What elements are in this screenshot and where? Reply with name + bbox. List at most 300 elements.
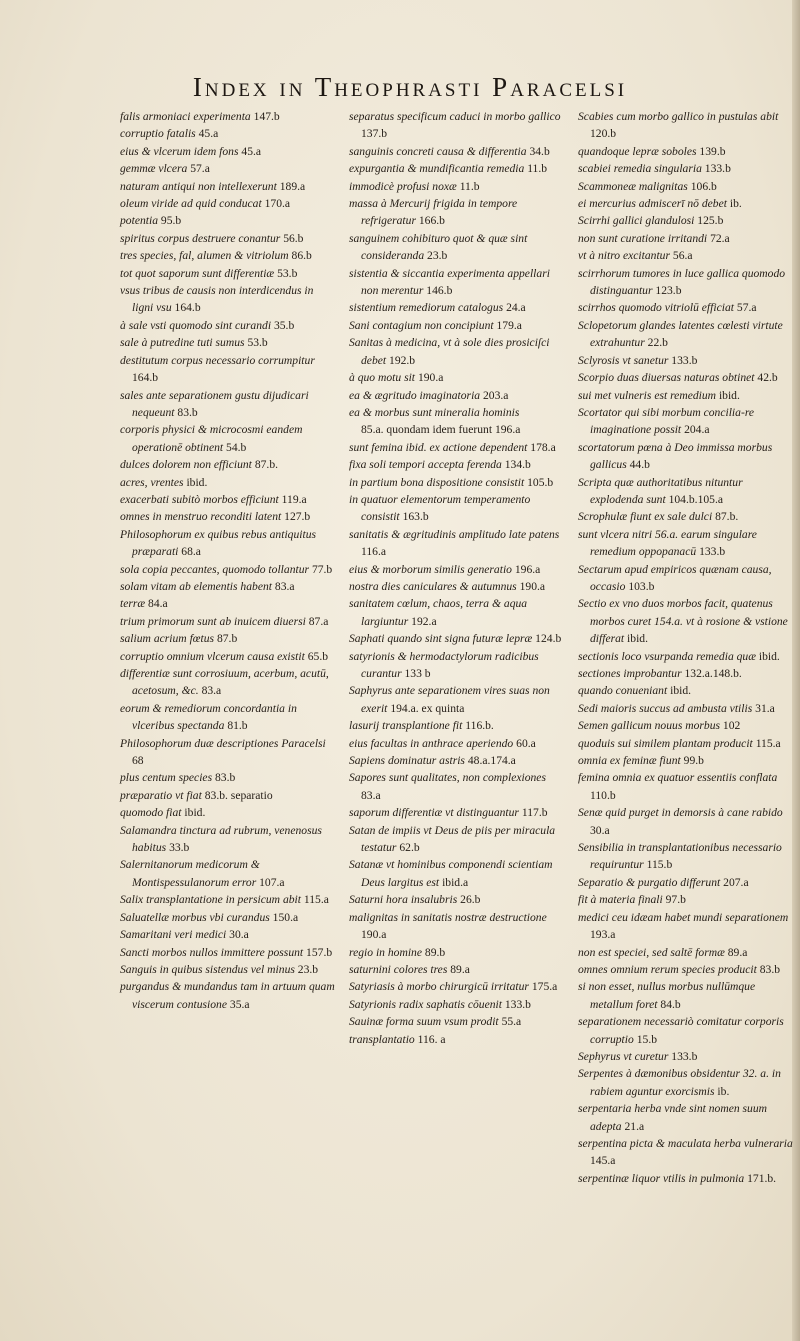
index-entry-text: fit à materia finali	[578, 893, 663, 907]
index-entry-ref: 179.a	[496, 318, 522, 332]
index-entry-text: sistentia & siccantia experimenta appellari non merentur	[349, 266, 550, 298]
index-entry-ref: 97.b	[665, 893, 686, 907]
index-entry-ref: 89.a	[450, 962, 470, 976]
index-entry-text: Sclopetorum glandes latentes cœlesti virtute extrahuntur	[578, 318, 783, 350]
index-entry-ref: ibid.	[718, 388, 740, 402]
index-entry-ref: 45.a	[241, 144, 262, 158]
index-entry	[578, 526, 795, 561]
index-entry	[349, 561, 566, 578]
index-entry	[349, 595, 566, 630]
index-entry-ref: 124.b	[535, 632, 562, 646]
index-entry-text: Philosophorum ex quibus rebus antiquitus præparati	[120, 527, 317, 559]
index-entry-text: naturam antiqui non intellexerunt	[120, 179, 277, 193]
index-entry	[120, 247, 337, 264]
index-entry	[578, 1135, 795, 1170]
index-entry-text: præparatio vt fiat	[120, 788, 202, 802]
index-entry-text: transplantatio	[349, 1032, 415, 1046]
index-entry-text: Sapiens dominatur astris	[349, 754, 465, 768]
index-entry-text: sales ante separationem gustu dijudicari nequeunt	[120, 388, 309, 419]
index-entry-ref: 81.b	[227, 719, 248, 733]
index-entry-ref: 34.b	[529, 144, 550, 158]
index-entry	[349, 456, 566, 473]
index-entry	[120, 648, 337, 665]
index-entry-ref: 95.b	[160, 214, 182, 228]
index-entry-ref: 171.b.	[747, 1171, 777, 1185]
index-entry-text: Separatio & purgatio differunt	[578, 875, 721, 889]
index-entry	[578, 682, 795, 699]
index-entry-text: spiritus corpus destruere conantur	[120, 231, 281, 245]
index-entry	[578, 665, 795, 682]
index-entry-text: Saluatellæ morbus vbi curandus	[120, 910, 270, 924]
index-entry-text: satyrionis & hermodactylorum radicibus curantur	[349, 649, 539, 680]
index-entry-ref: 15.b	[636, 1032, 658, 1046]
index-entry-ref: 204.a	[684, 423, 710, 437]
index-entry-ref: 11.b	[527, 162, 548, 176]
index-entry-ref: 170.a	[264, 197, 291, 211]
index-entry	[578, 143, 795, 160]
index-entry-ref: 105.b	[527, 475, 554, 489]
index-entry-text: Saphati quando sint signa futuræ lepræ	[349, 632, 533, 646]
index-entry	[578, 1100, 795, 1135]
index-entry-text: acres, vrentes	[120, 475, 184, 489]
index-entry-text: nostra dies caniculares & autumnus	[349, 579, 517, 593]
index-entry	[349, 822, 566, 857]
index-entry	[349, 717, 566, 734]
index-entry	[349, 334, 566, 369]
index-entry	[349, 1013, 566, 1030]
index-entry-ref: 116.b.	[465, 719, 494, 733]
index-entry	[578, 1170, 795, 1187]
index-entry	[349, 160, 566, 177]
index-entry-ref: 133.b	[699, 545, 726, 559]
index-entry-text: Philosophorum duæ descriptiones Paracelsi	[120, 736, 326, 750]
index-entry	[578, 909, 795, 944]
index-entry-text: Sensibilia in transplantationibus necessario requiruntur	[578, 841, 782, 872]
index-entry	[120, 700, 337, 735]
index-entry-ref: 56.b	[283, 231, 304, 245]
index-entry-ref: 57.a	[736, 301, 757, 315]
index-entry-text: Sephyrus vt curetur	[578, 1049, 669, 1063]
index-entry-ref: 30.a	[590, 823, 610, 837]
index-entry-ref: 189.a	[279, 179, 306, 193]
index-entry-text: eius & vlcerum idem fons	[120, 144, 239, 158]
index-entry	[349, 944, 566, 961]
index-entry	[120, 178, 337, 195]
index-entry	[120, 508, 337, 525]
index-entry-ref: 134.b	[504, 458, 531, 472]
index-entry-ref: 164.b	[174, 301, 201, 315]
index-entry	[578, 1048, 795, 1065]
index-entry-ref: 45.a	[198, 127, 219, 141]
index-entry-ref: 117.b	[521, 806, 548, 820]
index-entry-text: tot quot saporum sunt differentiæ	[120, 266, 275, 280]
index-entry-ref: 42.b	[757, 371, 778, 385]
index-entry	[120, 595, 337, 612]
index-entry-ref: ibid.	[627, 632, 648, 646]
index-entry-ref: 83.b	[215, 771, 236, 785]
index-entry	[349, 752, 566, 769]
index-entry	[578, 648, 795, 665]
index-entry-text: exacerbati subitò morbos efficiunt	[120, 492, 279, 506]
index-entry-ref: 89.b	[424, 945, 446, 959]
index-entry-ref: 190.a	[417, 371, 444, 385]
index-entry	[349, 195, 566, 230]
index-entry	[578, 160, 795, 177]
index-entry	[349, 526, 566, 561]
index-entry	[349, 387, 566, 404]
index-entry-ref: 110.b	[590, 788, 616, 802]
index-entry	[578, 474, 795, 509]
index-entry-text: scabiei remedia singularia	[578, 162, 702, 176]
index-entry-ref: 31.a	[755, 701, 775, 715]
index-entry	[120, 804, 337, 821]
index-entry	[349, 230, 566, 265]
index-entry-text: Sectarum apud empiricos quænam causa, occasio	[578, 562, 772, 593]
index-entry-ref: ib.	[729, 197, 742, 211]
index-entry-ref: 207.a	[723, 875, 749, 889]
index-entry-ref: 53.b	[277, 266, 298, 280]
index-entry-ref: ibid.	[186, 475, 208, 489]
index-entry-ref: 77.b	[311, 562, 333, 576]
index-entry-text: purgandus & mundandus tam in artuum quam viscerum contusione	[120, 980, 335, 1011]
index-entry-ref: 60.a	[516, 736, 536, 750]
index-entry	[578, 299, 795, 316]
index-entry-ref: 103.b	[628, 579, 655, 593]
index-entry-text: Scabies cum morbo gallico in pustulas abit	[578, 110, 779, 123]
index-entry-text: fixa soli tempori accepta ferenda	[349, 458, 502, 472]
index-entry-text: Scammoneæ malignitas	[578, 179, 688, 193]
index-entry	[578, 439, 795, 474]
index-entry-text: salium acrium fœtus	[120, 632, 215, 646]
index-entry-ref: 85.a. quondam idem fuerunt 196.a	[361, 423, 521, 437]
index-entry-ref: 89.a	[727, 945, 748, 959]
index-entry-text: in quatuor elementorum temperamento consistit	[349, 492, 531, 524]
index-entry	[120, 160, 337, 177]
index-entry-text: quomodo fiat	[120, 806, 182, 820]
index-entry-text: Scripta quæ authoritatibus nituntur explodenda sunt	[578, 475, 743, 506]
index-entry	[120, 769, 337, 786]
index-entry-text: dulces dolorem non efficiunt	[120, 458, 252, 472]
index-entry-text: serpentinæ liquor vtilis in pulmonia	[578, 1171, 745, 1185]
index-entry-ref: 150.a	[272, 910, 299, 924]
index-entry-ref: 99.b	[683, 754, 704, 768]
index-entry-ref: 84.b	[660, 997, 681, 1011]
index-entry-ref: 127.b	[284, 510, 311, 524]
index-entry-text: Serpentes à dæmonibus obsidentur 32. a. in rabiem aguntur exorcismis	[578, 1067, 781, 1098]
index-entry-text: eorum & remediorum concordantia in vlceribus spectanda	[120, 701, 297, 733]
index-entry-ref: 23.b	[297, 962, 319, 976]
index-entry-text: Salix transplantatione in persicum abit	[120, 893, 301, 907]
index-entry	[120, 926, 337, 943]
index-entry	[120, 265, 337, 282]
index-entry-text: potentia	[120, 214, 158, 228]
index-entry-ref: 87.b.	[254, 458, 279, 472]
index-entry-ref: 107.a	[259, 875, 285, 889]
index-entry	[120, 108, 337, 125]
index-entry	[349, 299, 566, 316]
index-entry-ref: 22.b	[647, 336, 668, 350]
index-entry	[349, 909, 566, 944]
index-entry	[578, 717, 795, 734]
index-entry-text: scortatorum pœna à Deo immissa morbus gallicus	[578, 440, 773, 472]
index-entry-ref: 68.a	[181, 545, 201, 559]
index-entry	[120, 387, 337, 422]
index-entry-text: Scortator qui sibi morbum concilia-re imaginatione possit	[578, 405, 755, 437]
index-entry	[120, 578, 337, 595]
index-entry-text: falis armoniaci experimenta	[120, 110, 251, 123]
index-entry-text: medici ceu idæam habet mundi separationem	[578, 910, 789, 924]
index-entry-text: scirrhorum tumores in luce gallica quomodo distinguantur	[578, 266, 786, 298]
index-entry	[120, 230, 337, 247]
index-entry-text: sunt femina ibid. ex actione dependent	[349, 440, 528, 454]
index-entry	[349, 804, 566, 821]
index-entry	[120, 491, 337, 508]
index-entry-text: malignitas in sanitatis nostræ destructione	[349, 910, 547, 924]
index-entry	[120, 352, 337, 387]
index-entry-ref: 192.b	[389, 353, 416, 367]
index-entry-text: omnes in menstruo reconditi latent	[120, 510, 282, 524]
index-entry	[349, 404, 566, 439]
index-entry-text: Scrophulæ fiunt ex sale dulci	[578, 510, 713, 524]
index-column-right	[578, 108, 795, 1328]
index-entry-text: Saphyrus ante separationem vires suas non exerit	[349, 684, 550, 715]
index-entry-ref: 115.b	[646, 858, 673, 872]
index-entry	[120, 334, 337, 351]
index-entry	[349, 978, 566, 995]
index-entry	[578, 839, 795, 874]
index-entry	[578, 178, 795, 195]
index-entry-text: si non esset, nullus morbus nullūmque metallum foret	[578, 980, 756, 1011]
index-entry	[349, 143, 566, 160]
index-entry	[349, 369, 566, 386]
index-entry-text: Saturni hora insalubris	[349, 893, 458, 907]
index-entry-text: sola copia peccantes, quomodo tollantur	[120, 562, 310, 576]
index-entry	[578, 317, 795, 352]
index-entry	[578, 1013, 795, 1048]
index-entry	[349, 682, 566, 717]
index-entry	[349, 630, 566, 647]
index-entry-ref: 83.a	[361, 788, 381, 802]
index-entry-text: Satyriasis à morbo chirurgicū irritatur	[349, 980, 529, 994]
index-entry-text: separationem necessariò comitatur corporis corruptio	[578, 1015, 784, 1046]
index-entry-text: femina omnia ex quatuor essentiis conflata	[578, 771, 778, 785]
index-entry	[578, 352, 795, 369]
index-entry-text: vt à nitro excitantur	[578, 249, 670, 263]
index-entry-text: Sani contagium non concipiunt	[349, 318, 494, 332]
index-entry-ref: ibid.	[184, 806, 206, 820]
index-entry-ref: 203.a	[483, 388, 509, 402]
index-entry-ref: 26.b	[460, 893, 481, 907]
index-entry-ref: 166.b	[418, 214, 445, 228]
index-entry-ref: 24.a	[506, 301, 526, 315]
index-entry-text: lasurij transplantione fit	[349, 719, 463, 733]
index-entry-ref: 30.a	[229, 928, 249, 942]
index-entry-ref: 193.a	[590, 928, 616, 942]
index-entry-text: saturnini colores tres	[349, 962, 448, 976]
index-entry-ref: 87.a	[308, 614, 329, 628]
index-entry	[120, 613, 337, 630]
index-entry	[120, 735, 337, 770]
index-entry-ref: 194.a. ex quinta	[390, 701, 465, 715]
index-entry	[578, 944, 795, 961]
index-entry-text: Samaritani veri medici	[120, 928, 227, 942]
index-entry	[120, 421, 337, 456]
index-entry-text: immodicè profusi noxæ	[349, 179, 457, 193]
index-entry-ref: 83.b. separatio	[204, 788, 273, 802]
index-entry-ref: 133.b	[671, 353, 698, 367]
index-entry	[578, 595, 795, 647]
index-entry	[349, 648, 566, 683]
index-entry-ref: 104.b.105.a	[668, 492, 723, 506]
index-entry-text: Satanæ vt hominibus componendi scientiam Deus largitus est	[349, 858, 553, 889]
index-entry	[120, 474, 337, 491]
index-entry-text: omnia ex feminæ fiunt	[578, 754, 681, 768]
index-entry-text: differentiæ sunt corrosiuum, acerbum, acutū, acetosum, &c.	[120, 667, 329, 698]
index-entry	[349, 769, 566, 804]
index-entry-text: plus centum species	[120, 771, 213, 785]
index-entry-ref: 132.a.148.b.	[684, 667, 742, 680]
index-entry-ref: 133.b	[704, 162, 731, 176]
index-entry-ref: 83.a	[274, 579, 295, 593]
index-entry	[120, 456, 337, 473]
index-entry-text: sanitatem cœlum, chaos, terra & aqua largiuntur	[349, 597, 528, 628]
index-entry-text: separatus specificum caduci in morbo gallico	[349, 110, 561, 123]
index-entry-ref: 106.b	[690, 179, 717, 193]
index-entry-text: ea & ægritudo imaginatoria	[349, 388, 481, 402]
index-entry-text: massa à Mercurij frigida in tempore refrigeratur	[349, 197, 518, 228]
index-entry	[120, 195, 337, 212]
index-entry-ref: 65.b	[307, 649, 329, 663]
index-entry	[578, 1065, 795, 1100]
index-entry-ref: 53.b	[247, 336, 268, 350]
index-entry-ref: 133.b	[504, 997, 531, 1011]
index-entry-text: trium primorum sunt ab inuicem diuersi	[120, 614, 306, 628]
index-entry-ref: 83.b	[177, 405, 198, 419]
index-entry-ref: 35.b	[273, 318, 295, 332]
index-entry-ref: 11.b	[459, 179, 480, 193]
index-entry	[120, 961, 337, 978]
index-entry	[578, 404, 795, 439]
index-entry-text: non sunt curatione irritandi	[578, 231, 708, 245]
index-entry	[120, 891, 337, 908]
index-entry-text: Satyrionis radix saphatis cōuenit	[349, 997, 502, 1011]
index-entry-text: serpentina picta & maculata herba vulneraria	[578, 1136, 793, 1150]
index-entry-ref: 120.b	[590, 127, 617, 141]
index-entry-text: eius & morborum similis generatio	[349, 562, 512, 576]
index-entry	[578, 561, 795, 596]
index-entry-ref: 21.a	[624, 1119, 645, 1133]
index-entry	[349, 178, 566, 195]
index-entry-text: à quo motu sit	[349, 371, 416, 385]
index-entry-ref: 68	[132, 754, 144, 768]
index-entry	[578, 195, 795, 212]
index-entry	[349, 108, 566, 143]
index-entry-text: Sapores sunt qualitates, non complexiones	[349, 771, 546, 785]
index-entry	[120, 125, 337, 142]
index-entry-ref: 56.a	[672, 249, 693, 263]
index-entry	[349, 996, 566, 1013]
index-entry-text: Salamandra tinctura ad rubrum, venenosus habitus	[120, 823, 322, 855]
index-entry	[578, 108, 795, 143]
index-entry-ref: 83.b	[759, 962, 781, 976]
index-entry-text: Sclyrosis vt sanetur	[578, 353, 669, 367]
index-entry-text: Sancti morbos nullos immittere possunt	[120, 945, 304, 959]
index-entry	[578, 874, 795, 891]
index-entry	[578, 387, 795, 404]
index-entry	[578, 769, 795, 804]
index-entry-ref: 102	[722, 719, 741, 733]
index-entry-ref: 72.a	[710, 231, 730, 245]
index-entry	[349, 891, 566, 908]
index-entry	[120, 143, 337, 160]
index-entry-ref: 133 b	[404, 667, 431, 680]
index-entry	[120, 526, 337, 561]
index-entry-text: sale à putredine tuti sumus	[120, 336, 245, 350]
index-entry-text: sistentium remediorum catalogus	[349, 301, 504, 315]
index-entry	[349, 265, 566, 300]
index-entry-ref: 139.b	[699, 144, 726, 158]
index-entry	[578, 891, 795, 908]
index-entry-ref: 123.b	[655, 284, 682, 298]
index-entry-text: saporum differentiæ vt distinguantur	[349, 806, 519, 820]
index-entry	[120, 561, 337, 578]
index-entry-ref: 83.a	[201, 684, 222, 698]
index-column-middle	[349, 108, 566, 1328]
index-entry	[349, 491, 566, 526]
index-entry	[120, 822, 337, 857]
index-entry-text: quandoque lepræ soboles	[578, 144, 697, 158]
index-entry	[120, 665, 337, 700]
index-entry-text: Satan de impiis vt Deus de piis per miracula testatur	[349, 823, 556, 855]
index-entry-text: scirrhos quomodo vitriolū efficiat	[578, 301, 734, 315]
index-entry-text: Sedi maioris succus ad ambusta vtilis	[578, 701, 753, 715]
index-entry-ref: 192.a	[411, 614, 437, 628]
index-entry-ref: 115.a	[303, 893, 329, 907]
index-entry	[578, 700, 795, 717]
index-entry	[349, 474, 566, 491]
index-entry-text: oleum viride ad quid conducat	[120, 197, 262, 211]
index-entry-text: terræ	[120, 597, 146, 611]
index-entry-ref: ibid.	[670, 684, 692, 698]
index-entry	[120, 317, 337, 334]
index-entry-ref: 119.a	[281, 492, 307, 506]
index-entry	[349, 439, 566, 456]
index-entry-ref: ib.	[717, 1084, 730, 1098]
index-entry-text: non est speciei, sed saltē formæ	[578, 945, 725, 959]
index-entry-text: sectiones improbantur	[578, 667, 682, 680]
index-entry	[578, 804, 795, 839]
index-entry	[120, 944, 337, 961]
index-entry	[578, 961, 795, 978]
index-entry-text: Sectio ex vno duos morbos facit, quatenus morbos curet 154.a. vt à rosione & vstione differat	[578, 597, 788, 646]
index-entry	[578, 247, 795, 264]
index-entry-text: Sauinæ forma suum vsum prodit	[349, 1015, 499, 1029]
index-entry-text: expurgantia & mundificantia remedia	[349, 162, 525, 176]
index-entry-ref: 116. a	[417, 1032, 446, 1046]
index-entry-ref: 87.b.	[715, 510, 739, 524]
index-entry	[578, 752, 795, 769]
index-entry	[120, 787, 337, 804]
index-entry-ref: 62.b	[399, 841, 420, 855]
index-entry-text: omnes omnium rerum species producit	[578, 962, 757, 976]
index-entry-text: quoduis sui similem plantam producit	[578, 736, 753, 750]
index-entry-text: tres species, fal, alumen & vitriolum	[120, 249, 289, 263]
index-entry-ref: 175.a	[531, 980, 558, 994]
index-entry	[578, 265, 795, 300]
page-header: Index in Theophrasti Paracelsi	[192, 72, 628, 102]
index-entry-ref: 87.b	[216, 632, 238, 646]
index-entry-ref: 55.a	[501, 1015, 522, 1029]
